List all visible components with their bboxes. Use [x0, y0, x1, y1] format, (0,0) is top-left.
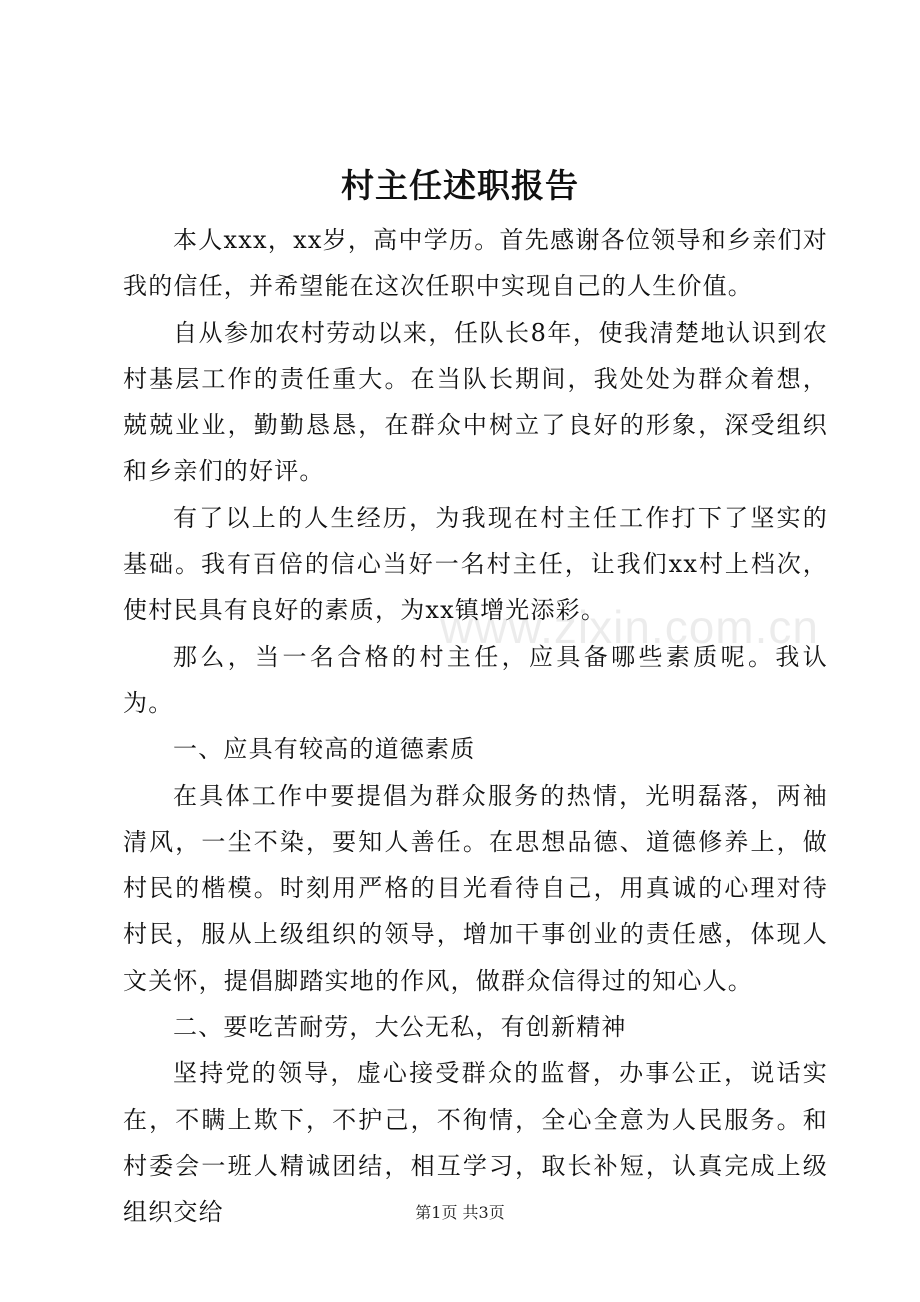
page-footer: 第1页 共3页 — [415, 1203, 505, 1222]
section-heading-1: 一、应具有较高的道德素质 — [173, 735, 476, 764]
document-body — [123, 217, 828, 1236]
paragraph-morality: 在具体工作中要提倡为群众服务的热情，光明磊落，两袖清风，一尘不染，要知人善任。在思想品德、道德修养上，做村民的楷模。时刻用严格的目光看待自己，用真诚的心理对待村民，服从上级组织的领导，增加干事创业的责任感，体现人文关怀，提倡脚踏实地的作风，做群众信得过的知心人。 — [123, 781, 828, 995]
paragraph-experience: 自从参加农村劳动以来，任队长8年，使我清楚地认识到农村基层工作的责任重大。在当队长期间，我处处为群众着想，兢兢业业，勤勤恳恳，在群众中树立了良好的形象，深受组织和乡亲们的好评。 — [123, 318, 828, 486]
section-heading-2: 二、要吃苦耐劳，大公无私，有创新精神 — [173, 1013, 627, 1042]
paragraph-foundation: 有了以上的人生经历，为我现在村主任工作打下了坚实的基础。我有百倍的信心当好一名村主任，让我们xx村上档次，使村民具有良好的素质，为xx镇增光添彩。 — [123, 503, 828, 625]
document-title: 村主任述职报告 — [341, 166, 579, 205]
paragraph-question: 那么，当一名合格的村主任，应具备哪些素质呢。我认为。 — [123, 642, 828, 717]
watermark: www.zixin.com.cn — [440, 601, 819, 653]
paragraph-intro: 本人xxx，xx岁，高中学历。首先感谢各位领导和乡亲们对我的信任，并希望能在这次任职中实现自己的人生价值。 — [123, 226, 828, 301]
paragraph-leadership: 坚持党的领导，虚心接受群众的监督，办事公正，说话实在，不瞒上欺下，不护己，不徇情，全心全意为人民服务。和村委会一班人精诚团结，相互学习，取长补短，认真完成上级组织交给 — [123, 1059, 828, 1227]
